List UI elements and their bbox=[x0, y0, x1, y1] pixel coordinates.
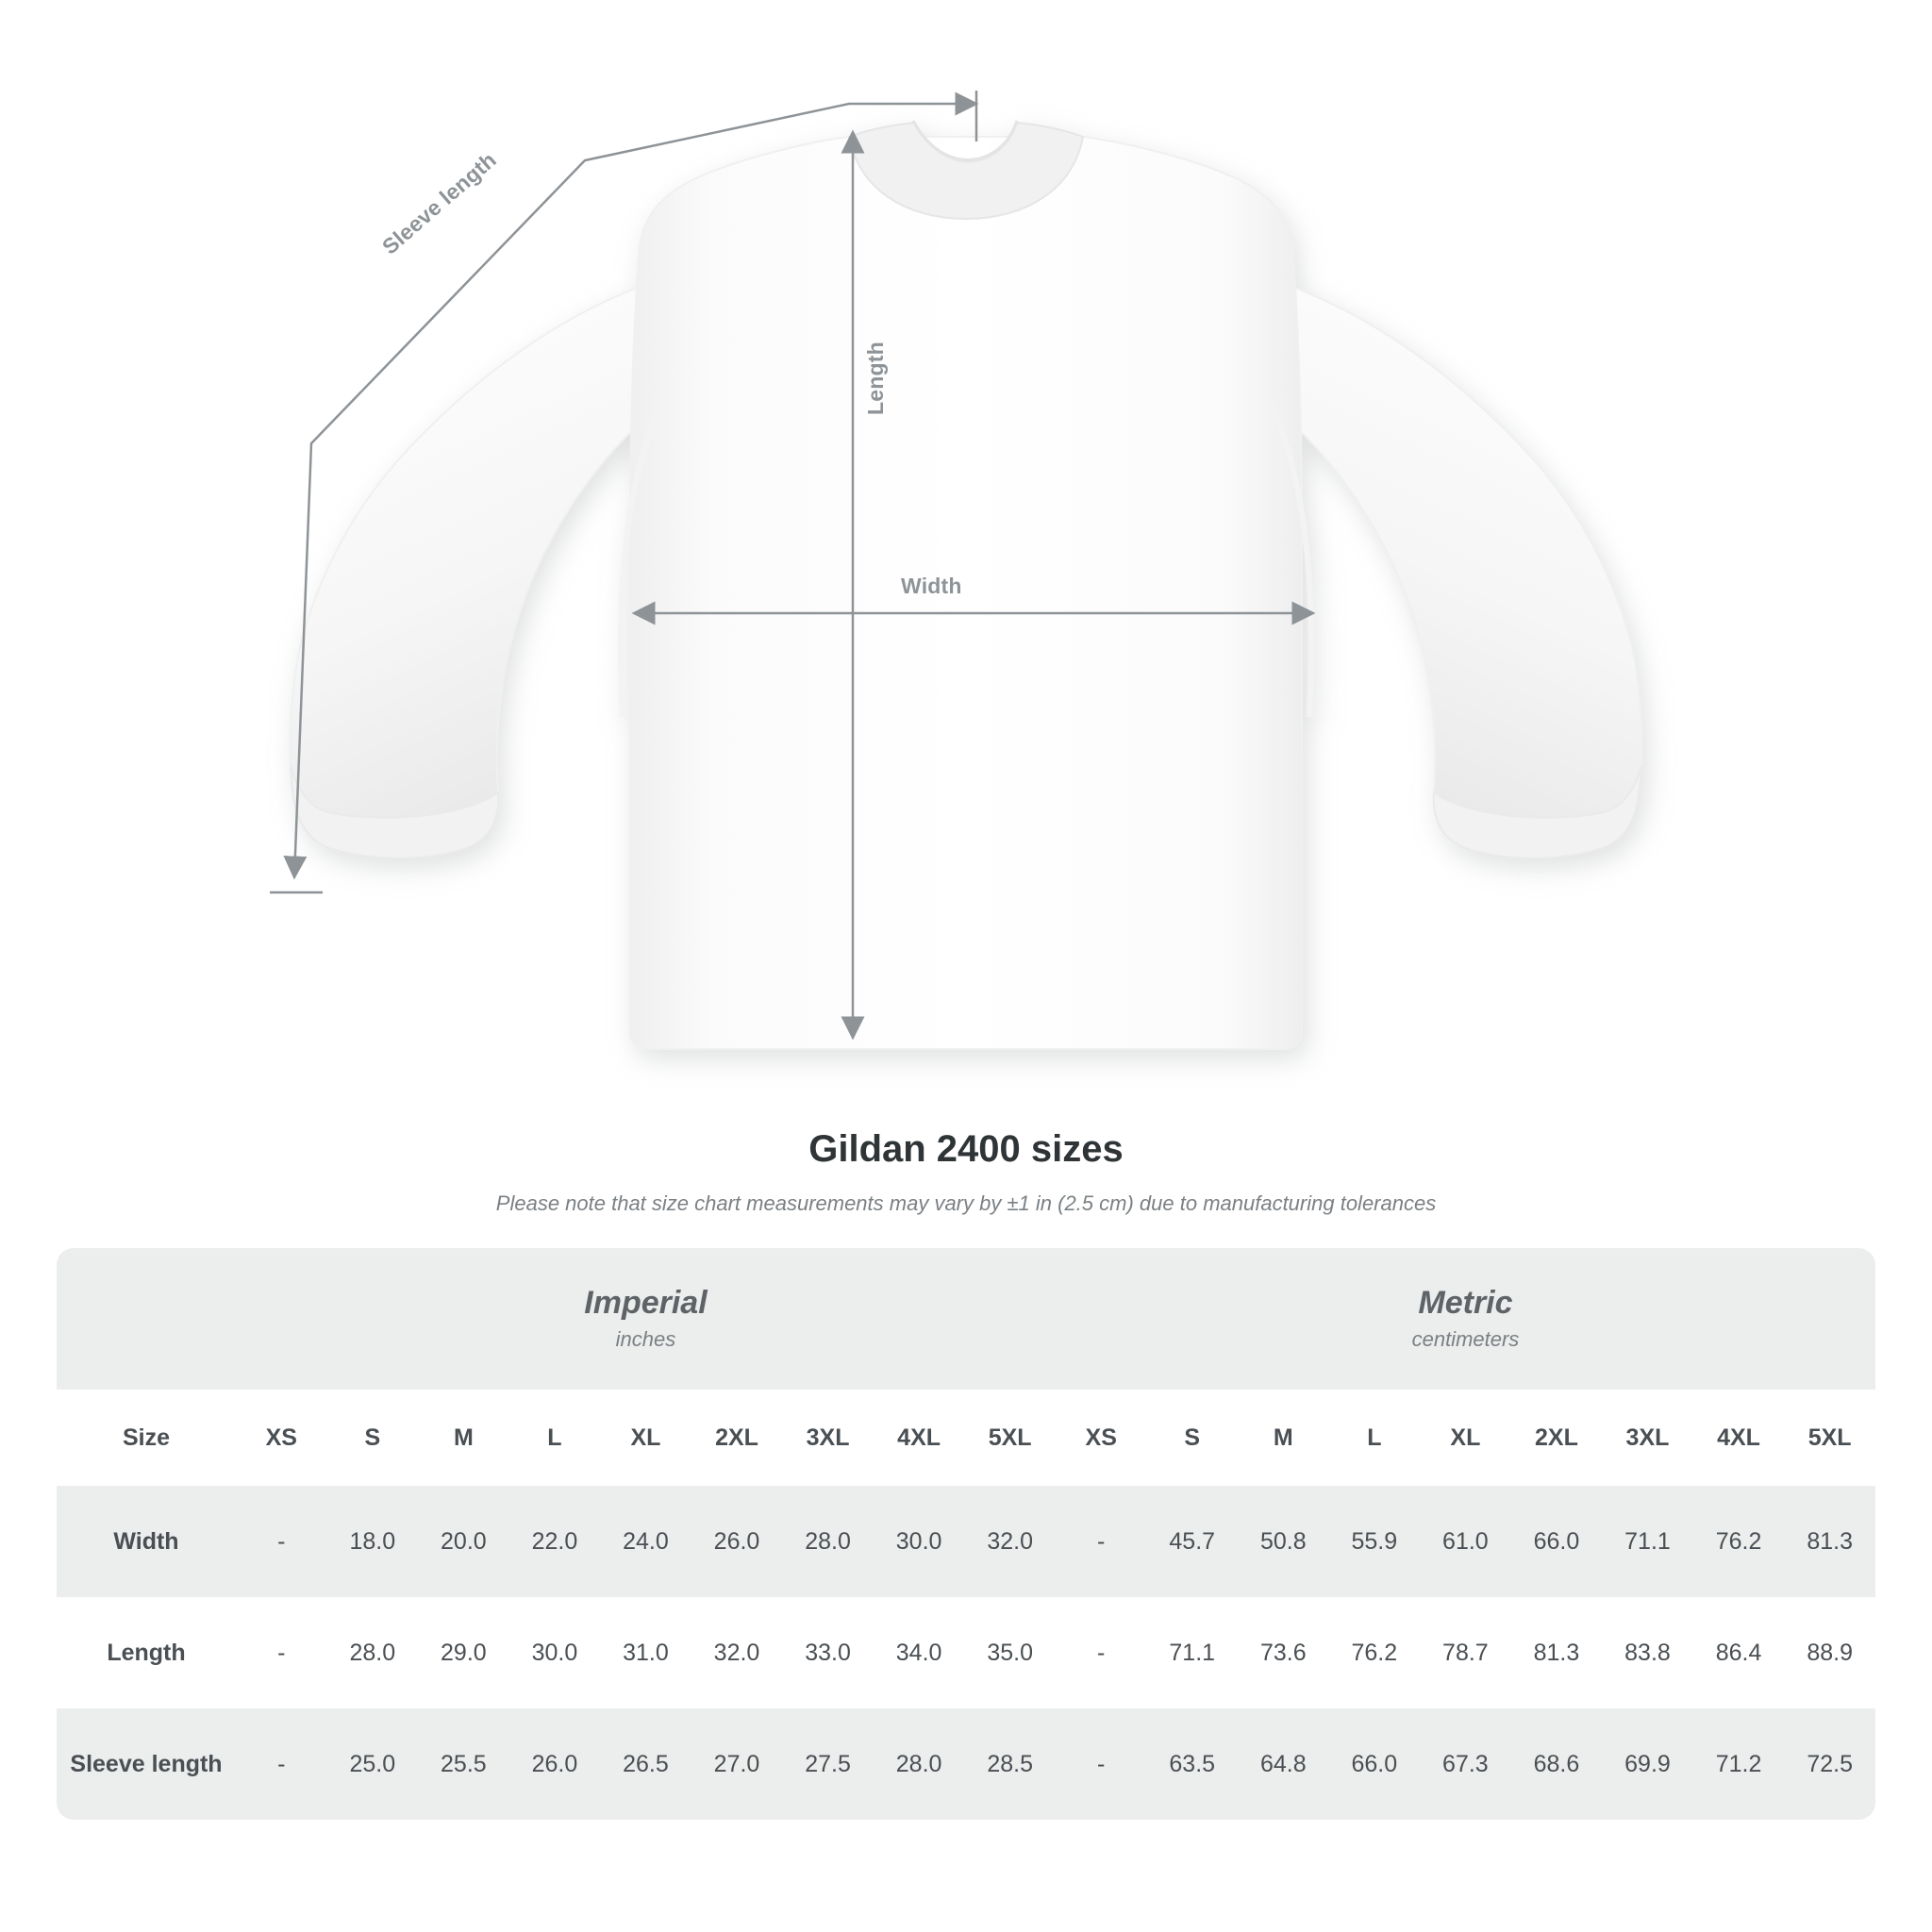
measurement-cell: 32.0 bbox=[964, 1486, 1056, 1597]
measurement-cell: 66.0 bbox=[1329, 1708, 1421, 1820]
column-header-s: S bbox=[327, 1390, 419, 1486]
measurement-cell: 25.0 bbox=[327, 1708, 419, 1820]
column-header-xl: XL bbox=[600, 1390, 691, 1486]
unit-group-row bbox=[57, 1248, 1875, 1390]
column-header-5xl: 5XL bbox=[964, 1390, 1056, 1486]
column-header-l: L bbox=[509, 1390, 601, 1486]
measurement-cell: 76.2 bbox=[1693, 1486, 1785, 1597]
column-header-l: L bbox=[1329, 1390, 1421, 1486]
measurement-cell: 30.0 bbox=[509, 1597, 601, 1708]
measurement-cell: 28.0 bbox=[782, 1486, 874, 1597]
measurement-cell: 73.6 bbox=[1238, 1597, 1329, 1708]
measurement-cell: 26.0 bbox=[691, 1486, 783, 1597]
measurement-cell: - bbox=[1056, 1486, 1147, 1597]
measurement-cell: 32.0 bbox=[691, 1597, 783, 1708]
row-label-sleeve-length: Sleeve length bbox=[57, 1708, 236, 1820]
column-header-s: S bbox=[1146, 1390, 1238, 1486]
measurement-cell: 88.9 bbox=[1784, 1597, 1875, 1708]
measurement-cell: 71.2 bbox=[1693, 1708, 1785, 1820]
page-title: Gildan 2400 sizes bbox=[808, 1128, 1124, 1170]
sleeve-length-dimension-label: Sleeve length bbox=[377, 147, 501, 259]
measurement-cell: 68.6 bbox=[1511, 1708, 1603, 1820]
measurement-cell: 24.0 bbox=[600, 1486, 691, 1597]
column-header-2xl: 2XL bbox=[1511, 1390, 1603, 1486]
measurement-cell: 26.5 bbox=[600, 1708, 691, 1820]
measurement-cell: - bbox=[236, 1708, 327, 1820]
measurement-cell: 81.3 bbox=[1784, 1486, 1875, 1597]
column-header-5xl: 5XL bbox=[1784, 1390, 1875, 1486]
table-row bbox=[57, 1708, 1875, 1820]
column-header-xs: XS bbox=[1056, 1390, 1147, 1486]
unit-group-metric bbox=[1056, 1248, 1875, 1390]
measurement-cell: 33.0 bbox=[782, 1597, 874, 1708]
table-row bbox=[57, 1597, 1875, 1708]
unit-group-imperial bbox=[236, 1248, 1056, 1390]
column-header-4xl: 4XL bbox=[1693, 1390, 1785, 1486]
width-dimension-label: Width bbox=[901, 574, 962, 598]
measurement-cell: 27.0 bbox=[691, 1708, 783, 1820]
unit-group-imperial-name: Imperial bbox=[584, 1285, 708, 1322]
column-header-3xl: 3XL bbox=[782, 1390, 874, 1486]
row-label-length: Length bbox=[57, 1597, 236, 1708]
measurement-cell: 67.3 bbox=[1420, 1708, 1511, 1820]
measurement-cell: - bbox=[1056, 1597, 1147, 1708]
measurement-cell: 18.0 bbox=[327, 1486, 419, 1597]
measurement-cell: 55.9 bbox=[1329, 1486, 1421, 1597]
measurement-cell: 76.2 bbox=[1329, 1597, 1421, 1708]
column-header-xs: XS bbox=[236, 1390, 327, 1486]
measurement-cell: 78.7 bbox=[1420, 1597, 1511, 1708]
measurement-cell: 50.8 bbox=[1238, 1486, 1329, 1597]
measurement-cell: 81.3 bbox=[1511, 1597, 1603, 1708]
table-header-row bbox=[57, 1390, 1875, 1486]
measurement-cell: 45.7 bbox=[1146, 1486, 1238, 1597]
measurement-cell: 26.0 bbox=[509, 1708, 601, 1820]
row-label-width: Width bbox=[57, 1486, 236, 1597]
measurement-cell: 34.0 bbox=[874, 1597, 965, 1708]
measurement-cell: 27.5 bbox=[782, 1708, 874, 1820]
measurement-cell: 61.0 bbox=[1420, 1486, 1511, 1597]
column-header-m: M bbox=[1238, 1390, 1329, 1486]
measurement-cell: 63.5 bbox=[1146, 1708, 1238, 1820]
size-header-cell: Size bbox=[57, 1390, 236, 1486]
table-row bbox=[57, 1486, 1875, 1597]
measurement-cell: 66.0 bbox=[1511, 1486, 1603, 1597]
measurement-cell: 83.8 bbox=[1602, 1597, 1693, 1708]
title-block bbox=[0, 1128, 1932, 1216]
measurement-cell: 20.0 bbox=[418, 1486, 509, 1597]
column-header-m: M bbox=[418, 1390, 509, 1486]
column-header-4xl: 4XL bbox=[874, 1390, 965, 1486]
unit-group-imperial-sub: inches bbox=[615, 1326, 676, 1351]
measurement-cell: - bbox=[236, 1597, 327, 1708]
size-chart-table-wrapper bbox=[57, 1248, 1875, 1820]
column-header-2xl: 2XL bbox=[691, 1390, 783, 1486]
measurement-cell: 72.5 bbox=[1784, 1708, 1875, 1820]
measurement-cell: 30.0 bbox=[874, 1486, 965, 1597]
measurement-cell: 71.1 bbox=[1146, 1597, 1238, 1708]
unit-group-metric-name: Metric bbox=[1418, 1285, 1513, 1322]
measurement-cell: 25.5 bbox=[418, 1708, 509, 1820]
measurement-cell: 35.0 bbox=[964, 1597, 1056, 1708]
measurement-cell: 28.0 bbox=[874, 1708, 965, 1820]
column-header-xl: XL bbox=[1420, 1390, 1511, 1486]
tolerance-note: Please note that size chart measurements may vary by ±1 in (2.5 cm) due to manufacturing tolerances bbox=[495, 1191, 1437, 1215]
measurement-cell: 28.0 bbox=[327, 1597, 419, 1708]
measurement-cell: 71.1 bbox=[1602, 1486, 1693, 1597]
measurement-cell: - bbox=[1056, 1708, 1147, 1820]
measurement-cell: 22.0 bbox=[509, 1486, 601, 1597]
measurement-cell: 86.4 bbox=[1693, 1597, 1785, 1708]
size-chart-table bbox=[57, 1248, 1875, 1820]
unit-group-spacer bbox=[57, 1248, 236, 1390]
measurement-cell: 29.0 bbox=[418, 1597, 509, 1708]
measurement-cell: 69.9 bbox=[1602, 1708, 1693, 1820]
column-header-3xl: 3XL bbox=[1602, 1390, 1693, 1486]
measurement-cell: 64.8 bbox=[1238, 1708, 1329, 1820]
measurement-cell: 28.5 bbox=[964, 1708, 1056, 1820]
measurement-cell: - bbox=[236, 1486, 327, 1597]
unit-group-metric-sub: centimeters bbox=[1411, 1326, 1520, 1351]
measurement-cell: 31.0 bbox=[600, 1597, 691, 1708]
length-dimension-label: Length bbox=[863, 341, 888, 415]
